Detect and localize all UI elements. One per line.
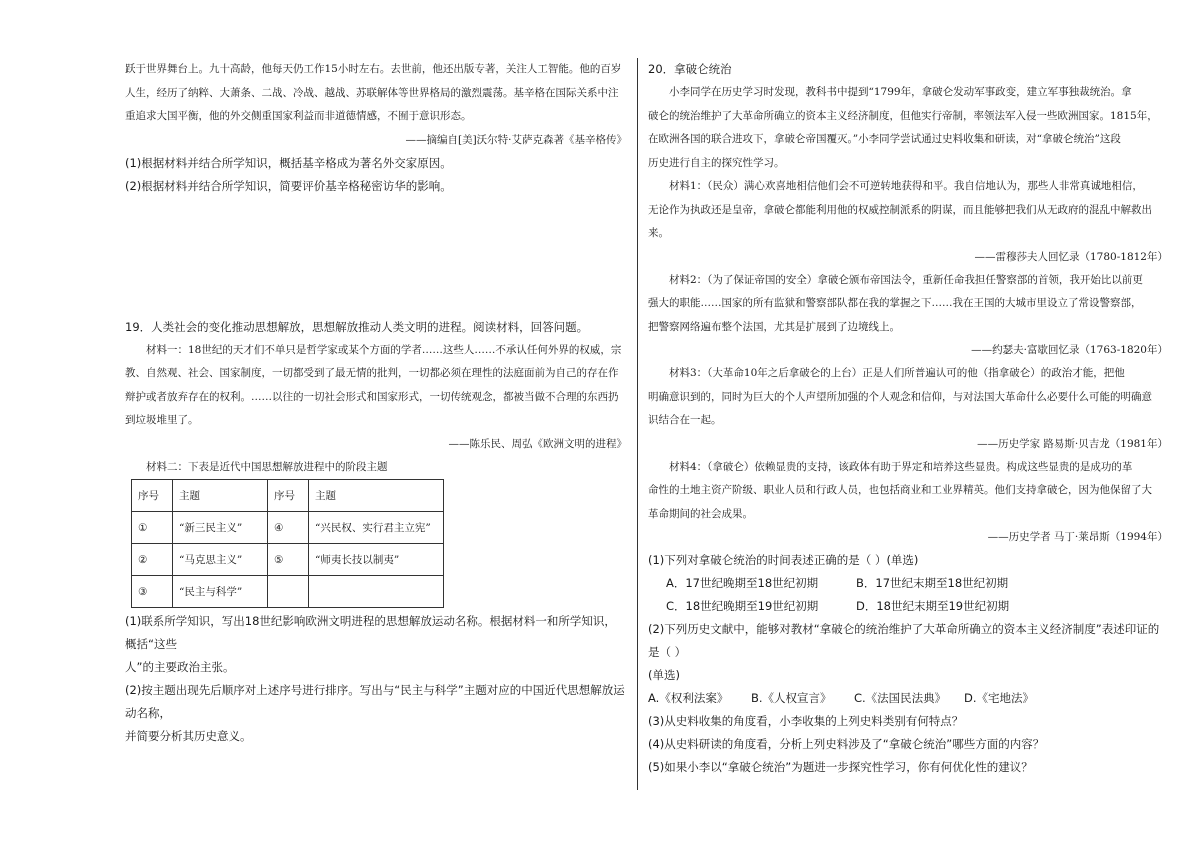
table-row	[132, 512, 444, 544]
option-b: B．17世纪末期至18世纪初期	[856, 576, 1009, 590]
source-citation: ——约瑟夫·富歇回忆录（1763-1820年）	[971, 344, 1168, 356]
table-cell: “民主与科学”	[173, 576, 268, 608]
options-row	[648, 572, 1168, 595]
intro-line: 重追求大国平衡，他的外交侧重国家利益而非道德情感，不囿于意识形态。	[125, 110, 472, 122]
table-header: 主题	[173, 480, 268, 512]
table-header-row	[132, 480, 444, 512]
material-line: 辩护或者放弃存在的权利。……以往的一切社会形式和国家形式，一切传统观念，都被当做不合理的东西扔	[125, 390, 619, 403]
answer-space	[125, 198, 627, 316]
option-d: D.《宅地法》	[964, 691, 1035, 705]
question-18-2: (2)根据材料并结合所学知识，简要评价基辛格秘密访华的影响。	[125, 178, 452, 193]
question-20-2-cont: (单选)	[648, 668, 680, 682]
question-18-1: (1)根据材料并结合所学知识，概括基辛格成为著名外交家原因。	[125, 155, 452, 170]
source-citation: ——陈乐民、周弘《欧洲文明的进程》	[448, 437, 627, 450]
option-a: A．17世纪晚期至18世纪初期	[666, 576, 819, 590]
question-20-4: (4)从史料研读的角度看，分析上列史料涉及了“拿破仑统治”哪些方面的内容？	[648, 737, 1045, 751]
option-a: A.《权利法案》	[648, 691, 729, 705]
question-19-1: (1)联系所学知识，写出18世纪影响欧洲文明进程的思想解放运动名称。根据材料一和所学知识，概括“这些	[125, 614, 616, 651]
options-row	[648, 595, 1168, 618]
intro-line: 人生，经历了纳粹、大萧条、二战、冷战、越战、苏联解体等世界格局的激烈震荡。基辛格在国际关系中注	[125, 86, 619, 99]
material-3-line: 材料3：（大革命10年之后拿破仑的上台）正是人们所普遍认可的他（指拿破仑）的政治才能，把他	[669, 367, 1125, 379]
table-cell: “师夷长技以制夷”	[309, 544, 444, 576]
table-cell: “兴民权、实行君主立宪”	[309, 512, 444, 544]
source-citation: ——历史学家 路易斯·贝吉龙（1981年）	[977, 437, 1168, 450]
material-4-line: 革命期间的社会成果。	[648, 507, 753, 520]
material-3-line: 识结合在一起。	[648, 414, 722, 426]
theme-table	[131, 479, 444, 608]
material-2-title: 材料二：下表是近代中国思想解放进程中的阶段主题	[146, 460, 388, 473]
table-header: 序号	[268, 480, 309, 512]
material-1-line: 无论作为执政还是皇帝，拿破仑都能利用他的权威控制派系的阴谋，而且能够把我们从无政府的混乱中解救出	[648, 203, 1152, 216]
question-20-2: (2)下列历史文献中，能够对教材“拿破仑的统治维护了大革命所确立的资本主义经济制度”表述印证的是（ ）	[648, 622, 1160, 659]
column-divider	[637, 58, 638, 790]
intro-line: 破仑的统治维护了大革命所确立的资本主义经济制度，但他实行帝制，率领法军入侵一些欧洲国家。1815年，	[648, 109, 1158, 122]
question-19-title: 19．人类社会的变化推动思想解放，思想解放推动人类文明的进程。阅读材料，回答问题。	[125, 319, 589, 334]
material-2-line: 把警察网络遍布整个法国，尤其是扩展到了边境线上。	[648, 320, 900, 333]
intro-line: 小李同学在历史学习时发现，教科书中提到“1799年，拿破仑发动军事政变，建立军事独裁统治。拿	[669, 86, 1132, 98]
question-20-5: (5)如果小李以“拿破仑统治”为题进一步探究性学习，你有何优化性的建议？	[648, 760, 1033, 774]
material-4-line: 材料4：（拿破仑）依赖显贵的支持，该政体有助于界定和培养这些显贵。构成这些显贵的是成功的革	[669, 460, 1133, 473]
question-20-title: 20．拿破仑统治	[648, 62, 732, 76]
intro-line: 历史进行自主的探究性学习。	[648, 156, 785, 169]
question-19-2-cont: 并简要分析其历史意义。	[125, 729, 252, 743]
table-cell: ⑤	[268, 544, 309, 576]
material-4-line: 命性的土地主资产阶级、职业人员和行政人员，也包括商业和工业界精英。他们支持拿破仑，因为他保留了大	[648, 484, 1152, 496]
option-c: C.《法国民法典》	[854, 691, 947, 705]
table-cell: ③	[132, 576, 173, 608]
source-citation: ——历史学者 马丁·莱昂斯（1994年）	[987, 531, 1168, 543]
source-citation: ——摘编自[美]沃尔特·艾萨克森著《基辛格传》	[405, 133, 627, 146]
option-d: D．18世纪末期至19世纪初期	[856, 599, 1010, 613]
table-cell: “马克思主义”	[173, 544, 268, 576]
material-line: 教、自然观、社会、国家制度，一切都受到了最无情的批判，一切都必须在理性的法庭面前为自己的存在作	[125, 367, 619, 379]
table-cell: ①	[132, 512, 173, 544]
table-header: 主题	[309, 480, 444, 512]
table-cell: “新三民主义”	[173, 512, 268, 544]
material-3-line: 明确意识到的，同时为巨大的个人声望所加强的个人观念和信仰，与对法国大革命什么必要什么可能的明确意	[648, 390, 1152, 403]
material-1-line: 材料1：（民众）满心欢喜地相信他们会不可逆转地获得和平。我自信地认为，那些人非常真诚地相信，	[669, 180, 1143, 192]
material-1-line: 来。	[648, 227, 669, 239]
question-20-1: (1)下列对拿破仑统治的时间表述正确的是（ ）(单选)	[648, 553, 919, 567]
source-citation: ——雷穆莎夫人回忆录（1780-1812年）	[974, 250, 1168, 263]
material-line: 到垃圾堆里了。	[125, 414, 199, 426]
question-19-1-cont: 人”的主要政治主张。	[125, 660, 235, 674]
table-row	[132, 544, 444, 576]
material-2-line: 强大的职能……国家的所有监狱和警察部队都在我的掌握之下……我在王国的大城市里设立了常设警察部，	[648, 297, 1142, 309]
table-header: 序号	[132, 480, 173, 512]
material-line: 材料一：18世纪的天才们不单只是哲学家或某个方面的学者……这些人……不承认任何外界的权威，宗	[146, 343, 622, 356]
intro-line: 跃于世界舞台上。九十高龄，他每天仍工作15小时左右。去世前，他还出版专著，关注人工智能。他的百岁	[125, 63, 622, 75]
option-b: B.《人权宣言》	[751, 691, 832, 705]
options-row	[648, 687, 1168, 710]
table-cell	[309, 576, 444, 608]
table-cell	[268, 576, 309, 608]
table-cell: ④	[268, 512, 309, 544]
right-column	[648, 58, 1168, 779]
question-20-3: (3)从史料收集的角度看，小李收集的上列史料类别有何特点？	[648, 714, 964, 728]
material-2-line: 材料2：（为了保证帝国的安全）拿破仑颁布帝国法令，重新任命我担任警察部的首领，我开始比以前更	[669, 273, 1143, 286]
intro-line: 在欧洲各国的联合进攻下，拿破仑帝国覆灭。”小李同学尝试通过史料收集和研读，对“拿破仑统治”这段	[648, 133, 1121, 145]
option-c: C．18世纪晚期至19世纪初期	[666, 599, 819, 613]
table-cell: ②	[132, 544, 173, 576]
left-column	[125, 58, 627, 748]
question-19-2: (2)按主题出现先后顺序对上述序号进行排序。写出与“民主与科学”主题对应的中国近代思想解放运动名称，	[125, 683, 625, 720]
table-row	[132, 576, 444, 608]
